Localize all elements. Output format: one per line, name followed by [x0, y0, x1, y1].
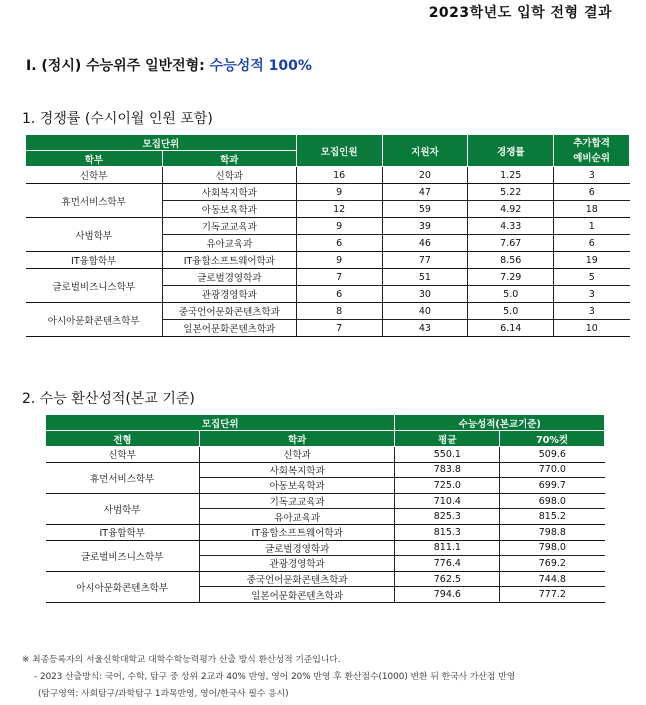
dept-cell: 유아교육과 — [199, 509, 395, 525]
rank-cell: 3 — [554, 303, 630, 320]
dept-cell: 글로벌경영학과 — [162, 269, 296, 286]
dept-cell: 글로벌경영학과 — [199, 540, 395, 556]
rank-cell: 3 — [554, 167, 630, 184]
cut-cell: 815.2 — [500, 509, 605, 525]
quota-cell: 7 — [296, 320, 382, 337]
competition-rate-body — [26, 167, 630, 337]
table-row — [46, 571, 605, 587]
applicants-cell: 39 — [382, 218, 468, 235]
ratio-cell: 1.25 — [468, 167, 554, 184]
applicants-cell: 77 — [382, 252, 468, 269]
ratio-cell: 5.0 — [468, 303, 554, 320]
header-recruit-unit: 모집단위 — [26, 135, 297, 151]
header-ratio: 경쟁률 — [468, 135, 554, 167]
header-extra-admission — [554, 135, 630, 167]
dept-cell: 아동보육학과 — [162, 201, 296, 218]
applicants-cell: 20 — [382, 167, 468, 184]
header-track: 전형 — [46, 431, 200, 447]
dept-cell: 중국언어문화콘텐츠학과 — [162, 303, 296, 320]
dept-cell: 신학과 — [199, 447, 395, 463]
document-title: 2023학년도 입학 전형 결과 — [428, 5, 612, 21]
school-cell: 사범학부 — [26, 218, 163, 252]
ratio-cell: 8.56 — [468, 252, 554, 269]
dept-cell: IT융합소프트웨어학과 — [199, 524, 395, 540]
ratio-cell: 7.67 — [468, 235, 554, 252]
table-row — [46, 493, 605, 509]
quota-cell: 9 — [296, 252, 382, 269]
avg-cell: 825.3 — [395, 509, 500, 525]
school-cell: 사범학부 — [46, 493, 200, 524]
dept-cell: 중국언어문화콘텐츠학과 — [199, 571, 395, 587]
quota-cell: 7 — [296, 269, 382, 286]
quota-cell: 9 — [296, 184, 382, 201]
cut-cell: 699.7 — [500, 478, 605, 494]
table-row — [26, 167, 630, 184]
section-title-highlight: 수능성적 100% — [209, 58, 312, 74]
dept-cell: 관광경영학과 — [199, 556, 395, 572]
note-line-3: (탐구영역: 사회탐구/과학탐구 1과목반영, 영어/한국사 필수 응시) — [38, 689, 289, 699]
cut-cell: 744.8 — [500, 571, 605, 587]
school-cell: 아시아문화콘텐츠학부 — [46, 571, 200, 602]
dept-cell: 유아교육과 — [162, 235, 296, 252]
header-applicants: 지원자 — [382, 135, 468, 167]
cut-cell: 770.0 — [500, 462, 605, 478]
school-cell: IT융합학부 — [26, 252, 163, 269]
avg-cell: 725.0 — [395, 478, 500, 494]
cut-cell: 769.2 — [500, 556, 605, 572]
table-row — [46, 524, 605, 540]
ratio-cell: 5.22 — [468, 184, 554, 201]
avg-cell: 811.1 — [395, 540, 500, 556]
quota-cell: 9 — [296, 218, 382, 235]
rank-cell: 6 — [554, 235, 630, 252]
header-recruit-unit-2: 모집단위 — [46, 415, 395, 431]
table-row — [46, 462, 605, 478]
dept-cell: 일본어문화콘텐츠학과 — [199, 587, 395, 603]
school-cell: 신학부 — [26, 167, 163, 184]
rank-cell: 5 — [554, 269, 630, 286]
header-average: 평균 — [395, 431, 500, 447]
quota-cell: 16 — [296, 167, 382, 184]
section-title-prefix: I. (정시) 수능위주 일반전형: — [26, 58, 210, 74]
applicants-cell: 46 — [382, 235, 468, 252]
ratio-cell: 5.0 — [468, 286, 554, 303]
note-line-1: ※ 최종등록자의 서울신학대학교 대학수학능력평가 산출 방식 환산성적 기준입니다. — [22, 655, 341, 665]
school-cell: 글로벌비즈니스학부 — [26, 269, 163, 303]
dept-cell: 기독교교육과 — [162, 218, 296, 235]
applicants-cell: 51 — [382, 269, 468, 286]
dept-cell: 사회복지학과 — [199, 462, 395, 478]
rank-cell: 6 — [554, 184, 630, 201]
applicants-cell: 43 — [382, 320, 468, 337]
avg-cell: 783.8 — [395, 462, 500, 478]
cut-cell: 777.2 — [500, 587, 605, 603]
header-quota: 모집인원 — [296, 135, 382, 167]
note-line-2: - 2023 산출방식: 국어, 수학, 탐구 중 상위 2교과 40% 반영, 영어 20% 반영 후 환산점수(1000) 변환 뒤 한국사 가산점 반영 — [34, 672, 516, 682]
quota-cell: 6 — [296, 235, 382, 252]
applicants-cell: 40 — [382, 303, 468, 320]
cut-cell: 798.8 — [500, 524, 605, 540]
applicants-cell: 47 — [382, 184, 468, 201]
table-row — [26, 218, 630, 235]
school-cell: 글로벌비즈니스학부 — [46, 540, 200, 571]
cut-cell: 698.0 — [500, 493, 605, 509]
ratio-cell: 4.92 — [468, 201, 554, 218]
header-school: 학부 — [26, 151, 163, 167]
quota-cell: 8 — [296, 303, 382, 320]
header-extra-line1: 추가합격 — [573, 137, 610, 149]
score-heading: 2. 수능 환산성적(본교 기준) — [22, 391, 195, 407]
score-body — [46, 447, 605, 603]
school-cell: IT융합학부 — [46, 524, 200, 540]
header-dept-2: 학과 — [199, 431, 395, 447]
table-row — [46, 447, 605, 463]
ratio-cell: 7.29 — [468, 269, 554, 286]
header-extra-line2: 예비순위 — [573, 152, 610, 164]
avg-cell: 550.1 — [395, 447, 500, 463]
section-title — [26, 55, 312, 75]
dept-cell: 신학과 — [162, 167, 296, 184]
score-table — [45, 414, 605, 603]
dept-cell: 일본어문화콘텐츠학과 — [162, 320, 296, 337]
competition-rate-heading: 1. 경쟁률 (수시이월 인원 포함) — [22, 111, 213, 127]
cut-cell: 798.0 — [500, 540, 605, 556]
header-dept: 학과 — [162, 151, 296, 167]
rank-cell: 3 — [554, 286, 630, 303]
ratio-cell: 6.14 — [468, 320, 554, 337]
school-cell: 아시아문화콘텐츠학부 — [26, 303, 163, 337]
cut-cell: 509.6 — [500, 447, 605, 463]
quota-cell: 6 — [296, 286, 382, 303]
table-row — [26, 252, 630, 269]
rank-cell: 18 — [554, 201, 630, 218]
applicants-cell: 30 — [382, 286, 468, 303]
table-row — [46, 540, 605, 556]
school-cell: 휴먼서비스학부 — [46, 462, 200, 493]
dept-cell: IT융합소프트웨어학과 — [162, 252, 296, 269]
school-cell: 휴먼서비스학부 — [26, 184, 163, 218]
applicants-cell: 59 — [382, 201, 468, 218]
avg-cell: 815.3 — [395, 524, 500, 540]
table-row — [26, 303, 630, 320]
school-cell: 신학부 — [46, 447, 200, 463]
avg-cell: 776.4 — [395, 556, 500, 572]
rank-cell: 10 — [554, 320, 630, 337]
header-cut70: 70%컷 — [500, 431, 605, 447]
rank-cell: 19 — [554, 252, 630, 269]
competition-rate-table — [25, 134, 630, 337]
dept-cell: 기독교교육과 — [199, 493, 395, 509]
quota-cell: 12 — [296, 201, 382, 218]
rank-cell: 1 — [554, 218, 630, 235]
avg-cell: 710.4 — [395, 493, 500, 509]
table-row — [26, 269, 630, 286]
header-score-group: 수능성적(본교기준) — [395, 415, 605, 431]
dept-cell: 아동보육학과 — [199, 478, 395, 494]
avg-cell: 794.6 — [395, 587, 500, 603]
table-row — [26, 184, 630, 201]
avg-cell: 762.5 — [395, 571, 500, 587]
dept-cell: 사회복지학과 — [162, 184, 296, 201]
dept-cell: 관광경영학과 — [162, 286, 296, 303]
ratio-cell: 4.33 — [468, 218, 554, 235]
